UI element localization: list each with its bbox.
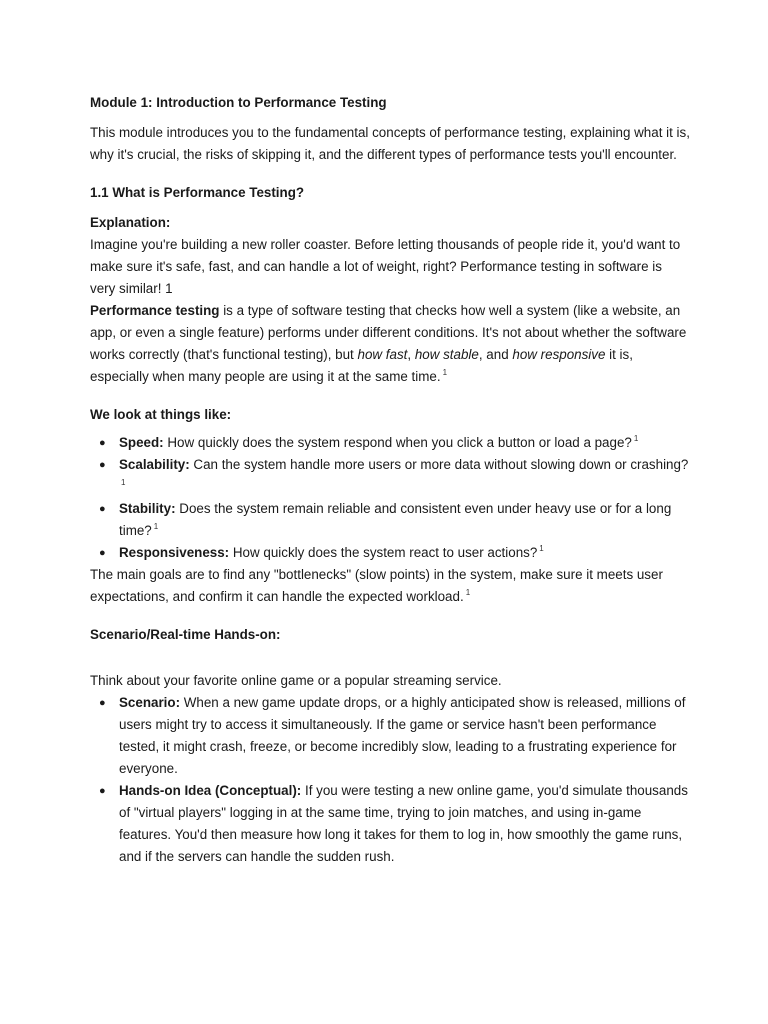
goals-text: The main goals are to find any "bottlenecks" (slow points) in the system, make sure it meets user expectations, and confirm it can handle the expected workload. [90, 567, 663, 604]
explanation-label: Explanation: [90, 215, 171, 230]
list-item-responsiveness [90, 542, 690, 564]
bullet-icon: ● [99, 503, 106, 515]
list-item-scenario [90, 692, 690, 780]
bullet-icon: ● [99, 459, 106, 471]
scenario-title: Scenario/Real-time Hands-on: [90, 627, 281, 642]
list-item-label: Scalability: [119, 457, 190, 472]
footnote-ref: 1 [465, 588, 471, 597]
module-title: Module 1: Introduction to Performance Testing [90, 95, 387, 110]
footnote-ref: 1 [633, 434, 639, 443]
list-item-speed [90, 432, 690, 454]
list-item-text: Can the system handle more users or more data without slowing down or crashing? [189, 457, 689, 472]
emphasis-how-fast: how fast [357, 347, 408, 362]
list-item-stability [90, 498, 690, 542]
emphasis-how-stable: how stable [414, 347, 479, 362]
bullet-icon: ● [99, 547, 106, 559]
scenario-list [90, 692, 690, 868]
footnote-ref: 1 [539, 544, 544, 553]
list-item-text: If you were testing a new online game, you'd simulate thousands of "virtual players" logging in at the same time, trying to join matches, and using in-game features. You'd then measure how long it takes for them to log in, how smoothly the game runs, and if the servers can handle the sudden rush. [119, 783, 688, 864]
list-item-label: Hands-on Idea (Conceptual): [119, 783, 302, 798]
definition-text-b: it is, especially when many people are using it at the same time. [90, 347, 633, 384]
section-title: 1.1 What is Performance Testing? [90, 185, 305, 200]
emphasis-how-responsive: how responsive [512, 347, 606, 362]
bullet-icon: ● [99, 697, 106, 709]
bullet-icon: ● [99, 437, 106, 449]
look-title: We look at things like: [90, 407, 232, 422]
definition-text-a: is a type of software testing that checks how well a system (like a website, an app, or even a single feature) performs under different conditions. It's not about whether the software works correctly (that's functional testing), but [90, 303, 687, 362]
list-item-label: Stability: [119, 501, 176, 516]
scenario-intro: Think about your favorite online game or a popular streaming service. [90, 673, 502, 688]
definition-sep-2: , and [478, 347, 513, 362]
intro-paragraph: This module introduces you to the fundamental concepts of performance testing, explaining what it is, why it's crucial, the risks of skipping it, and the different types of performance tests you'll encounter. [90, 125, 690, 162]
footnote-ref: 1 [442, 368, 448, 377]
bullet-icon: ● [99, 785, 106, 797]
explanation-paragraph: Imagine you're building a new roller coaster. Before letting thousands of people ride it, you'd want to make sure it's safe, fast, and can handle a lot of weight, right? Performance testing in software is very similar! 1 [90, 237, 681, 296]
list-item-text: Does the system remain reliable and consistent even under heavy use or for a long time? [119, 501, 672, 538]
footnote-ref: 1 [153, 522, 159, 531]
footnote-ref: 1 [121, 478, 126, 487]
document-body [90, 92, 690, 868]
goals-paragraph [90, 564, 690, 608]
list-item-label: Scenario: [119, 695, 181, 710]
definition-paragraph [90, 300, 690, 388]
list-item-label: Speed: [119, 435, 164, 450]
list-item-text: When a new game update drops, or a highly anticipated show is released, millions of users might try to access it simultaneously. If the game or service hasn't been performance tested, it might crash, freeze, or become incredibly slow, leading to a frustrating experience for everyone. [119, 695, 686, 776]
definition-term: Performance testing [90, 303, 220, 318]
list-item-scalability [90, 454, 690, 498]
list-item-text: How quickly does the system react to user actions? [229, 545, 538, 560]
list-item-hands-on [90, 780, 690, 868]
list-item-label: Responsiveness: [119, 545, 230, 560]
list-item-text: How quickly does the system respond when you click a button or load a page? [163, 435, 632, 450]
look-list [90, 432, 690, 564]
definition-sep-1: , [407, 347, 415, 362]
